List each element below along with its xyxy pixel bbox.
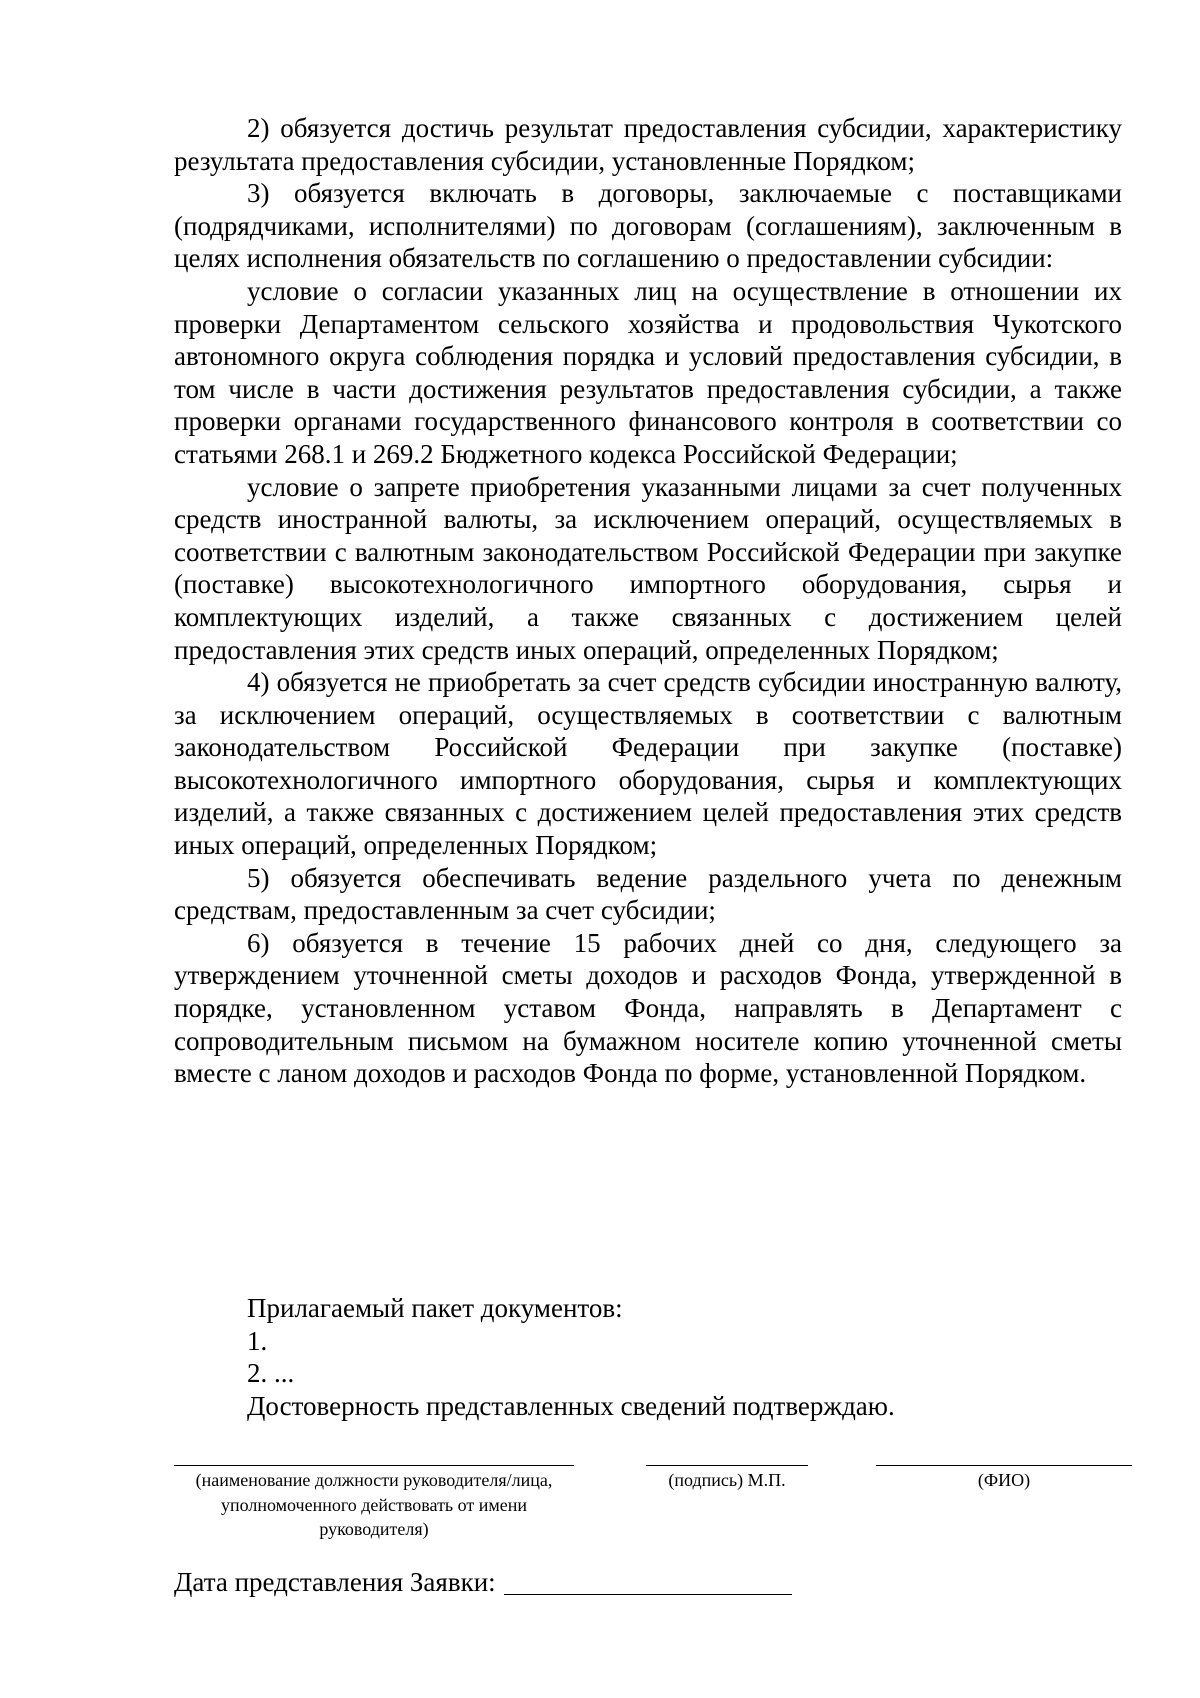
position-signature-line	[174, 1465, 574, 1466]
name-caption: (ФИО)	[977, 1470, 1031, 1490]
paragraph-condition-currency: условие о запрете приобретения указанными лицами за счет полученных средств иностранной валюты, за исключением операций, осуществляемых в соответствии с валютным законодательством Российской Федерации при закупке (поставке) высокотехнологичного импортного оборудования, сырья и комплектующих изделий, а также связанных с достижением целей предоставления этих средств иных операций, определенных Порядком;	[174, 471, 1122, 665]
paragraph-item-4: 4) обязуется не приобретать за счет средств субсидии иностранную валюту, за исключением операций, осуществляемых в соответствии с валютным законодательством Российской Федерации при закупке (поставке) высокотехнологичного импортного оборудования, сырья и комплектующих изделий, а также связанных с достижением целей предоставления этих средств иных операций, определенных Порядком;	[174, 667, 1122, 861]
date-label: Дата представления Заявки:	[174, 1567, 496, 1597]
position-caption: (наименование должности руководителя/лица, уполномоченного действовать от имени руководителя)	[195, 1470, 553, 1539]
attachments-heading: Прилагаемый пакет документов:	[247, 1293, 623, 1323]
paragraph-item-5: 5) обязуется обеспечивать ведение раздельного учета по денежным средствам, предоставленным за счет субсидии;	[174, 862, 1122, 926]
date-fill-line[interactable]	[504, 1594, 792, 1595]
paragraph-item-3: 3) обязуется включать в договоры, заключаемые с поставщиками (подрядчиками, исполнителями) по договорам (соглашениям), заключенным в целях исполнения обязательств по соглашению о предоставлении субсидии:	[174, 178, 1122, 274]
signature-caption: (подпись) М.П.	[668, 1470, 786, 1490]
attachment-item-2: 2. ...	[247, 1358, 295, 1389]
paragraph-condition-consent: условие о согласии указанных лиц на осуществление в отношении их проверки Департаментом сельского хозяйства и продовольствия Чукотского автономного округа соблюдения порядка и условий предоставления субсидии, в том числе в части достижения результатов предоставления субсидии, а также проверки органами государственного финансового контроля в соответствии со статьями 268.1 и 269.2 Бюджетного кодекса Российской Федерации;	[174, 275, 1122, 469]
paragraph-item-2: 2) обязуется достичь результат предоставления субсидии, характеристику результата предоставления субсидии, установленные Порядком;	[174, 113, 1122, 176]
body-text	[174, 112, 1122, 1090]
name-signature-line	[876, 1465, 1132, 1466]
attachment-item-1: 1.	[247, 1325, 268, 1356]
paragraph-item-6: 6) обязуется в течение 15 рабочих дней со дня, следующего за утверждением уточненной сметы доходов и расходов Фонда, утвержденной в порядке, установленном уставом Фонда, направлять в Департамент с сопроводительным письмом на бумажном носителе копию уточненной сметы вместе с ланом доходов и расходов Фонда по форме, установленной Порядком.	[174, 927, 1122, 1089]
signature-line	[646, 1465, 808, 1466]
date-row	[174, 1562, 792, 1602]
confirmation-text: Достоверность представленных сведений подтверждаю.	[247, 1390, 895, 1421]
attachments-block	[247, 1292, 1127, 1422]
